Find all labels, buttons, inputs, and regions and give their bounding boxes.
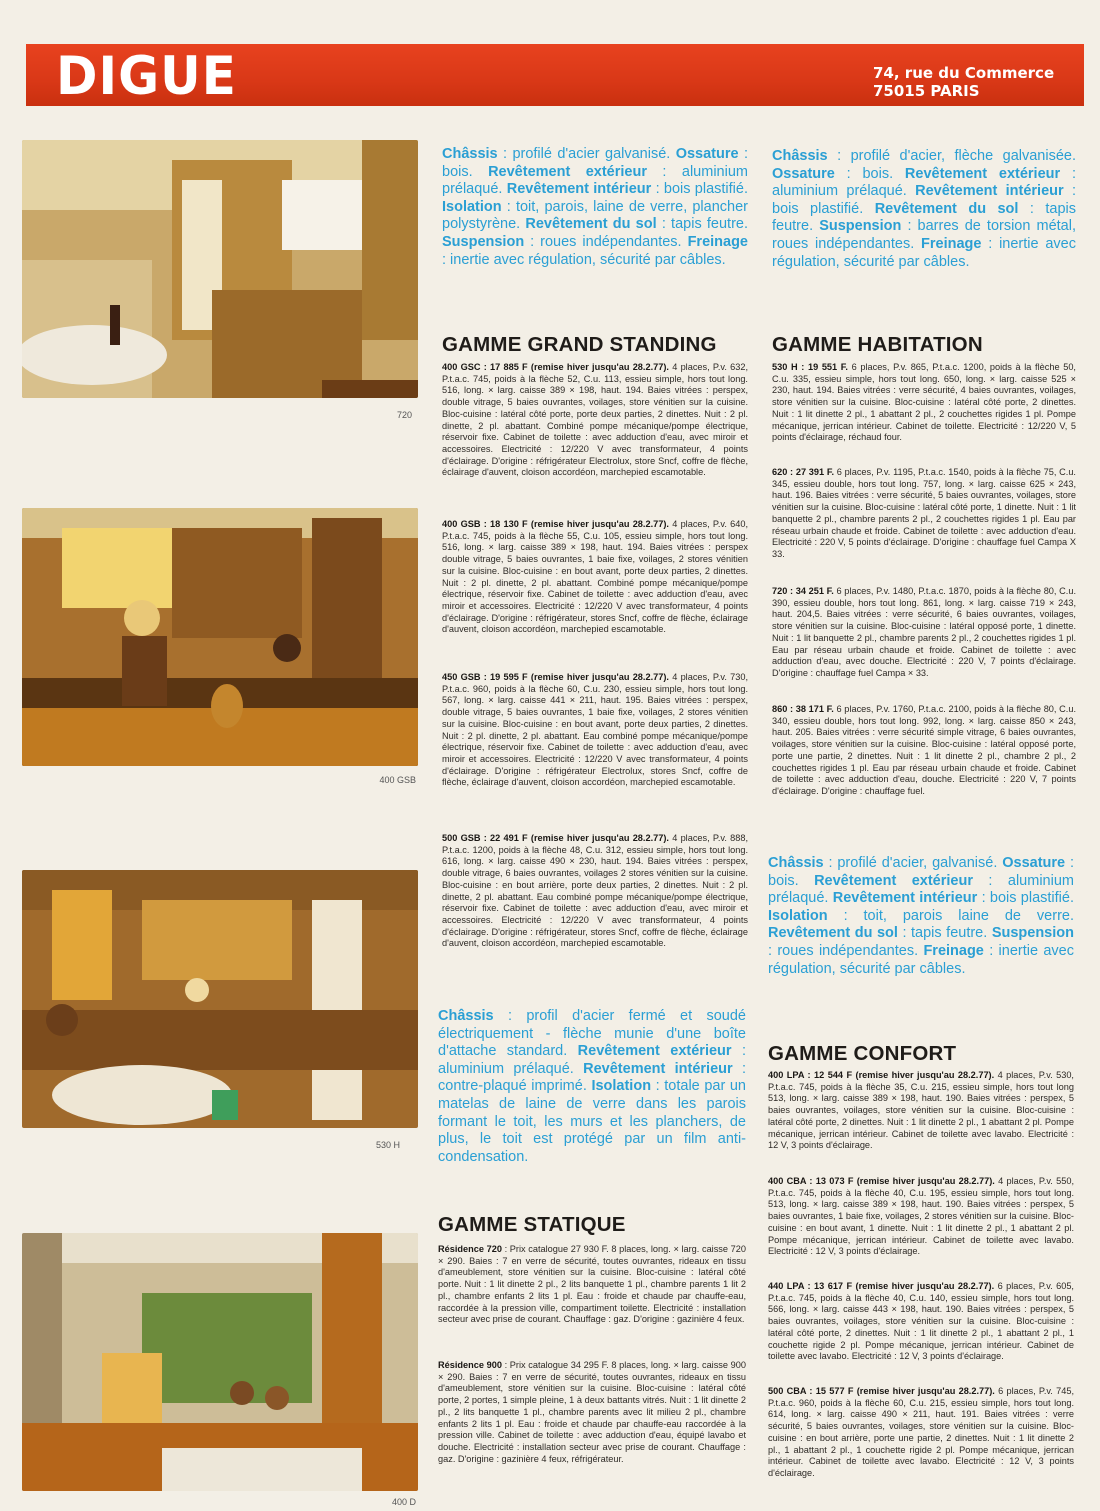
photo-caption: 400 GSB <box>379 775 416 785</box>
spec-value: : toit, parois laine de verre. <box>827 907 1074 924</box>
spec-value: : aluminium prélaqué. <box>438 1043 746 1077</box>
spec-term: Isolation <box>442 198 502 215</box>
spec-value: : bois plastifié. <box>772 183 1076 217</box>
entry-400-lpa: 400 LPA : 12 544 F (remise hiver jusqu'au 28.2.77). 4 places, P.v. 530, P.t.a.c. 745, poids à la flèche 35, C.u. 215, essieu simple, hors tout long 513, long. × larg. caisse 389 × 198, haut. 190. Baies vitrées : perspex, 5 baies ouvrantes, voilages, store vénitien sur la cuisine. Bloc-cuisine : latéral côté porte, 2 dinettes. Nuit : 1 lit dinette 2 pl., 1 abattant 2 pl. Pompe mécanique, jerrican intérieur. Cabinet de toilette avec lavabo. Electricité : 12 V, 3 points d'éclairage. <box>768 1070 1074 1151</box>
spec-value: : totale par un matelas de laine de verre dans les parois formant le toit, les murs et les planchers, de plus, le toit est protégé par un film anti-condensation. <box>438 1078 746 1165</box>
entry-500-cba: 500 CBA : 15 577 F (remise hiver jusqu'au 28.2.77). 6 places, P.v. 745, P.t.a.c. 960, poids à la flèche 60, C.u. 215, essieu simple, hors tout long. 614, long. × larg. caisse 490 × 211, haut. 191. Baies vitrées : verre sécurité, 5 baies ouvrantes, voilages, store vénitien sur la cuisine. Bloc-cuisine : en bout arrière, porte une partie, 2 dinettes. Nuit : 1 lit dinette 2 pl., 1 abattant 2 pl., 1 couchette rigide 2 pl. Pompe mécanique, jerrican intérieur. Cabinet de toilette avec lavabo. Electricité : 12 V, 3 points d'éclairage. <box>768 1386 1074 1478</box>
spec-value: : contre-plaqué imprimé. <box>438 1060 746 1095</box>
entry-500-gsb: 500 GSB : 22 491 F (remise hiver jusqu'au 28.2.77). 4 places, P.v. 888, P.t.a.c. 1200, poids à la flèche 48, C.u. 312, essieu simple, hors tout long. 616, long. × larg. caisse 490 × 230, haut. 194. Baies vitrées : perspex, double vitrage, 6 baies ouvrantes, voilages 2 stores vénitien sur la cuisine. Bloc-cuisine : en bout arrière, porte deux parties, 2 dinettes. Nuit : 2 pl. dinette, 2 pl. abattant. Eau combiné pompe mécanique/pompe électrique, réservoir fixe. Cabinet de toilette : avec adduction d'eau, avec miroir et accessoires. Electricité : 12/220 V avec transformateur, 4 points d'éclairage. D'origine : réfrigérateur, stores Sncf, coffre de flèche, éclairage d'auvent, cloison accordéon, marchepied escamotable. <box>442 833 748 949</box>
entry-450-gsb: 450 GSB : 19 595 F (remise hiver jusqu'au 28.2.77). 4 places, P.v. 730, P.t.a.c. 960, poids à la flèche 60, C.u. 230, essieu simple, hors tout long. 567, long. × larg. caisse 441 × 211, haut. 195. Baies vitrées : perspex, double vitrage, 5 baies ouvrantes, 1 baie fixe, voilages, 2 stores vénitien sur la cuisine. Bloc-cuisine : en bout avant, porte deux parties, 2 dinettes. Nuit : 2 pl. dinette, 2 pl. abattant. Eau combiné pompe mécanique/pompe électrique, réservoir fixe. Cabinet de toilette : avec adduction d'eau, avec miroir et accessoires. Electricité : 12/220 V avec transformateur, 4 points d'éclairage. D'origine : réfrigérateur Electrolux, stores Sncf, coffre de flèche, éclairage d'auvent, cloison accordéon, marchepied escamotable. <box>442 672 748 788</box>
spec-value: : roues indépendantes. <box>768 942 924 959</box>
spec-term: Revêtement du sol <box>874 200 1019 217</box>
spec-value: : bois. <box>834 165 905 182</box>
spec-value: : bois plastifié. <box>651 181 748 198</box>
spec-value: : inertie avec régulation, sécurité par câbles. <box>442 251 726 268</box>
spec-term: Revêtement intérieur <box>583 1060 733 1077</box>
spec-paragraph-confort <box>768 855 1074 978</box>
spec-term: Revêtement du sol <box>768 925 898 942</box>
spec-paragraph-habitation <box>772 148 1076 271</box>
photo-400-d <box>22 1233 418 1491</box>
spec-term: Revêtement extérieur <box>814 872 973 889</box>
spec-value: : aluminium prélaqué. <box>442 163 748 198</box>
entry-residence-900: Résidence 900 : Prix catalogue 34 295 F. 8 places, long. × larg. caisse 900 × 290. Baies : 7 en verre de sécurité, toutes ouvrantes, rideaux en tissu d'ameublement, store vénitien sur la cuisine. Bloc-cuisine : latéral côté porte, 2 portes, 1 simple pleine, 1 à deux battants vitrés. Nuit : 1 lit dinette 2 pl., 2 lits banquette 1 pl., chambre parents avec lit milieu 2 pl., chambre enfants 2 lits 1 pl. Eau : froide et chaude par chauffe-eau raccordée à la pression ville. Cabinet de toilette : avec adduction d'eau, équipé lavabo et douche. Electricité : installation secteur avec prise de courant. Chauffage : gaz. D'origine : gazinière 4 feux, réfrigérateur. <box>438 1360 746 1464</box>
spec-term: Revêtement intérieur <box>506 181 652 198</box>
spec-term: Revêtement extérieur <box>488 163 647 180</box>
heading-grand-standing: GAMME GRAND STANDING <box>442 333 717 356</box>
entry-530-h: 530 H : 19 551 F. 6 places, P.v. 865, P.t.a.c. 1200, poids à la flèche 50, C.u. 335, essieu simple, hors tout long. 650, long. × larg. caisse 525 × 230, haut. 194. Baies vitrées : verre sécurité, 4 baies ouvrantes, voilages, store vénitien sur la cuisine. Bloc-cuisine : latéral côté porte, 2 dinettes. Nuit : 1 lit dinette 2 pl., 1 abattant 2 pl., 2 couchettes rigides 1 pl. Pompe mécanique, jerrican intérieur. Cabinet de toilette. Electricité : 12/220 V, 5 points d'éclairage, réchaud four. <box>772 362 1076 443</box>
spec-value: : bois plastifié. <box>977 890 1074 907</box>
spec-term: Châssis <box>768 855 824 871</box>
spec-term: Suspension <box>991 925 1074 942</box>
spec-term: Revêtement intérieur <box>915 183 1064 200</box>
spec-term: Revêtement du sol <box>525 216 657 233</box>
heading-confort: GAMME CONFORT <box>768 1042 957 1065</box>
entry-720: 720 : 34 251 F. 6 places, P.v. 1480, P.t.a.c. 1870, poids à la flèche 80, C.u. 390, essieu double, hors tout long. 861, long. × larg. caisse 719 × 243, haut. 204,5. Baies vitrées : verre sécurité, 6 baies ouvrantes, voilages, store vénitien sur la cuisine. Bloc-cuisine : latéral opposé porte, 1 dinette. Nuit : 1 lit banquette 2 pl., chambre parents 2 pl., 2 couchettes rigides 1 pl. Eau par réseau urbain chaude et froide. Cabinet de toilette : avec adduction d'eau, avec douche. Electricité : 220 V, 7 points d'éclairage. D'origine : chauffage fuel Campa × 33. <box>772 586 1076 678</box>
heading-habitation: GAMME HABITATION <box>772 333 983 356</box>
photo-caption: 720 <box>396 410 412 420</box>
spec-term: Revêtement extérieur <box>577 1043 732 1060</box>
heading-statique: GAMME STATIQUE <box>438 1213 626 1236</box>
entry-620: 620 : 27 391 F. 6 places, P.v. 1195, P.t.a.c. 1540, poids à la flèche 75, C.u. 345, essieu double, hors tout long. 757, long. × larg. caisse 625 × 243, haut. 196. Baies vitrées : verre sécurité, 5 baies ouvrantes, voilages, store vénitien sur la cuisine. Bloc-cuisine : latéral côté porte, 1 dinette. Nuit : 1 lit banquette 2 pl., chambre parents 2 pl., 2 couchettes rigides 1 pl. Eau par réseau urbain chaude et froide. Cabinet de toilette : avec adduction d'eau. Electricité : 220 V, 5 points d'éclairage. D'origine : chauffage fuel Campa X 33. <box>772 467 1076 559</box>
spec-term: Suspension <box>819 218 902 235</box>
entry-residence-720: Résidence 720 : Prix catalogue 27 930 F. 8 places, long. × larg. caisse 720 × 290. Baies : 7 en verre de sécurité, toutes ouvrantes, rideaux en tissu d'ameublement, store vénitien sur la cuisine. Bloc-cuisine : latéral côté porte. Nuit : 1 lit dinette 2 pl., 2 lits banquette 1 pl., chambre parents 1 lit 2 pl., chambre enfants 2 lits 1 pl. Eau : froide et chaude par chauffe-eau, raccordée à la pression ville, compartiment toilette. Electricité : installation secteur avec prise de courant. Chauffage : gaz. D'origine : gazinière 4 feux. <box>438 1244 746 1325</box>
spec-term: Châssis <box>438 1008 494 1024</box>
photo-400-gsb <box>22 508 418 766</box>
spec-value: : bois. <box>768 855 1074 889</box>
spec-term: Freinage <box>921 235 982 252</box>
spec-paragraph-grand-standing <box>442 146 748 269</box>
spec-value: : tapis feutre. <box>656 216 748 233</box>
spec-value: : profil d'acier fermé et soudé électriquement - flèche munie d'une boîte d'attache standard. <box>438 1008 746 1060</box>
entry-860: 860 : 38 171 F. 6 places, P.v. 1760, P.t.a.c. 2100, poids à la flèche 80, C.u. 340, essieu double, hors tout long. 992, long. × larg. caisse 850 × 243, haut. 205. Baies vitrées : verre sécurité simple vitrage, 6 baies ouvrantes, voilages, store vénitien sur la cuisine. Bloc-cuisine : latéral opposé porte, porte une partie, 2 dinettes. Nuit : 1 lit dinette 2 pl., chambre 2 pl., 2 couchettes rigides 1 pl. Eau par réseau urbain chaude et froide. Cabinet de toilette : avec adduction d'eau, douche. Electricité : 220 V, 7 points d'éclairage. D'origine : chauffage fuel. <box>772 704 1076 796</box>
spec-term: Châssis <box>442 146 498 162</box>
spec-value: : barres de torsion métal, roues indépendantes. <box>772 218 1076 252</box>
spec-value: : profilé d'acier, flèche galvanisée. <box>827 148 1076 164</box>
spec-value: : aluminium prélaqué. <box>772 165 1076 200</box>
spec-term: Freinage <box>687 233 748 250</box>
spec-value: : tapis feutre. <box>772 200 1077 235</box>
entry-400-gsc: 400 GSC : 17 885 F (remise hiver jusqu'au 28.2.77). 4 places, P.v. 632, P.t.a.c. 745, poids à la flèche 52, C.u. 113, essieu simple, hors tout long. 516, long. × larg. caisse 389 × 198, haut. 194. Baies vitrées : perspex, double vitrage, 5 baies ouvrantes, voilages, store vénitien sur la cuisine. Bloc-cuisine : latéral côté porte, porte deux parties, 2 dinettes. Nuit : 2 pl. dinette, 2 pl. abattant. Combiné pompe mécanique/pompe électrique, réservoir fixe. Cabinet de toilette : avec adduction d'eau, avec miroir et accessoires. Electricité : 12/220 V avec transformateur, 4 points d'éclairage. D'origine : réfrigérateur Electrolux, store Sncf, coffre de flèche, éclairage d'auvent, cloison accordéon, marchepied escamotable. <box>442 362 748 478</box>
entry-400-cba: 400 CBA : 13 073 F (remise hiver jusqu'au 28.2.77). 4 places, P.v. 550, P.t.a.c. 745, poids à la flèche 40, C.u. 195, essieu simple, hors tout long. 513, long. × larg. caisse 389 × 198, haut. 190. Baies vitrées : perspex, 5 baies ouvrantes, 1 baie fixe, voilages, 2 stores vénitien sur la cuisine. Bloc-cuisine : en bout avant, 1 dinette. Nuit : 1 lit dinette 2 pl., 1 abattant 2 pl. Pompe mécanique, jerrican intérieur. Cabinet de toilette avec lavabo. Electricité : 12 V, 3 points d'éclairage. <box>768 1176 1074 1257</box>
spec-value: : tapis feutre. <box>897 925 992 942</box>
address-block <box>873 64 1054 100</box>
spec-value: : roues indépendantes. <box>524 233 688 250</box>
spec-value: : profilé d'acier, galvanisé. <box>823 855 1003 871</box>
entry-440-lpa: 440 LPA : 13 617 F (remise hiver jusqu'au 28.2.77). 6 places, P.v. 605, P.t.a.c. 745, poids à la flèche 40, C.u. 140, essieu simple, hors tout long. 566, long. × larg. caisse 443 × 198, haut. 190. Baies vitrées : perspex, 5 baies ouvrantes, voilages, store vénitien sur la cuisine. Bloc-cuisine : latéral côté porte, 2 dinettes. Nuit : 1 lit dinette 2 pl., 1 abattant 2 pl., 1 couchette rigide 2 pl. Pompe mécanique, jerrican intérieur. Cabinet de toilette avec lavabo. Electricité : 12 V, 3 points d'éclairage. <box>768 1281 1074 1362</box>
spec-value: : inertie avec régulation, sécurité par câbles. <box>768 942 1074 977</box>
header-banner <box>26 44 1084 106</box>
photo-caption: 530 H <box>375 1140 400 1150</box>
spec-term: Isolation <box>768 907 828 924</box>
brand-logo: DIGUE <box>56 45 237 107</box>
address-street: 74, rue du Commerce <box>873 64 1055 82</box>
entry-400-gsb: 400 GSB : 18 130 F (remise hiver jusqu'au 28.2.77). 4 places, P.v. 640, P.t.a.c. 745, poids à la flèche 55, C.u. 105, essieu simple, hors tout long. 516, long. × larg. caisse 389 × 198, haut. 194. Baies vitrées : perspex double vitrage, 5 baies ouvrantes, 1 baie fixe, voilages, 2 stores vénitien sur la cuisine. Bloc-cuisine : en bout avant, porte deux parties, 2 dinettes. Nuit : 2 pl. dinette, 2 pl. abattant. Combiné pompe mécanique/pompe électrique, réservoir fixe. Cabinet de toilette : avec adduction d'eau, avec miroir et accessoires. Electricité : 12/220 V avec transformateur, 4 points d'éclairage. D'origine : réfrigérateur, stores Sncf, coffre de flèche, éclairage d'auvent, cloison accordéon, marchepied escamotable. <box>442 519 748 635</box>
spec-term: Châssis <box>772 148 828 164</box>
spec-term: Revêtement intérieur <box>832 890 978 907</box>
address-city: 75015 PARIS <box>873 82 980 100</box>
spec-value: : toit, parois, laine de verre, plancher polystyrène. <box>442 198 748 233</box>
spec-term: Freinage <box>923 942 984 959</box>
photo-530-h <box>22 870 418 1128</box>
photo-720 <box>22 140 418 398</box>
spec-term: Isolation <box>591 1078 652 1095</box>
spec-value: : bois. <box>442 146 749 180</box>
spec-term: Suspension <box>442 233 525 250</box>
spec-value: : profilé d'acier galvanisé. <box>497 146 676 162</box>
photo-caption: 400 D <box>391 1497 416 1507</box>
spec-term: Ossature <box>772 165 835 182</box>
spec-term: Revêtement extérieur <box>904 165 1061 182</box>
spec-term: Ossature <box>675 146 739 162</box>
spec-value: : inertie avec régulation, sécurité par câbles. <box>772 235 1076 270</box>
spec-paragraph-statique <box>438 1008 746 1166</box>
spec-value: : aluminium prélaqué. <box>768 872 1074 907</box>
spec-term: Ossature <box>1002 855 1066 871</box>
